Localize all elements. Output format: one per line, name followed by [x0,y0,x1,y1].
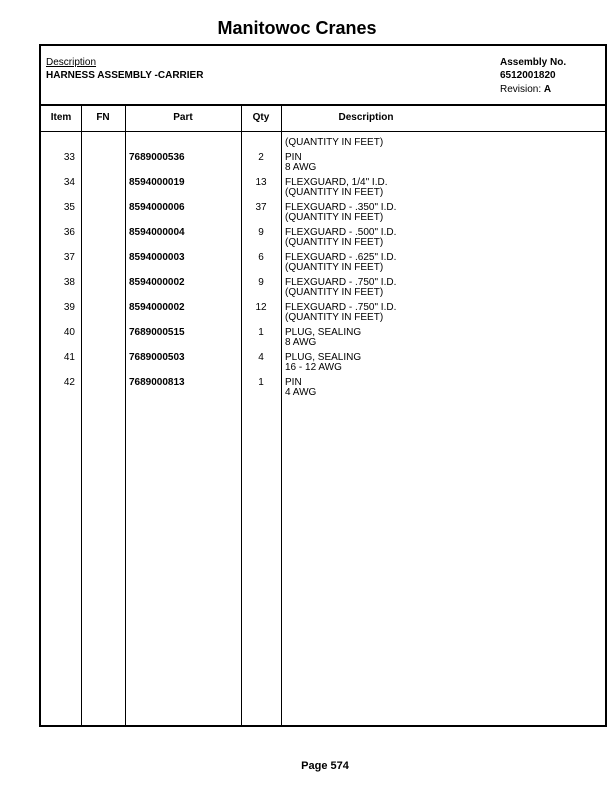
item-description: PIN 4 AWG [285,377,317,398]
item-number: 41 [63,352,75,363]
quantity: 2 [258,152,264,163]
quantity: 37 [255,202,267,213]
column-part: Part [173,112,193,123]
column-fn: FN [96,112,110,123]
item-description: FLEXGUARD - .625" I.D. (QUANTITY IN FEET) [285,252,397,273]
assembly-header [41,46,605,106]
item-number: 40 [63,327,75,338]
quantity: 13 [255,177,267,188]
item-description: FLEXGUARD - .500" I.D. (QUANTITY IN FEET) [285,227,397,248]
item-number: 33 [63,152,75,163]
revision [500,84,551,95]
item-number: 42 [63,377,75,388]
part-number: 8594000002 [129,302,185,313]
item-number: 38 [63,277,75,288]
item-description: FLEXGUARD - .350" I.D. (QUANTITY IN FEET) [285,202,397,223]
assembly-label: Assembly No. [500,57,567,68]
continuation-text: (QUANTITY IN FEET) [285,137,384,148]
page-title: Manitowoc Cranes [217,18,377,38]
quantity: 4 [258,352,264,363]
item-description: PLUG, SEALING 16 - 12 AWG [285,352,362,373]
item-number: 34 [63,177,75,188]
assembly-number: 6512001820 [500,70,556,81]
column-item: Item [50,112,72,123]
part-number: 8594000019 [129,177,185,188]
item-number: 36 [63,227,75,238]
quantity: 1 [258,377,264,388]
item-description: PLUG, SEALING 8 AWG [285,327,362,348]
item-description: FLEXGUARD, 1/4" I.D. (QUANTITY IN FEET) [285,177,388,198]
part-number: 8594000006 [129,202,185,213]
item-number: 37 [63,252,75,263]
page-number: Page 574 [301,760,349,772]
revision-value: A [543,84,552,95]
parts-table-frame [39,44,607,727]
part-number: 7689000813 [129,377,185,388]
description-label: Description [46,57,97,68]
description-value: HARNESS ASSEMBLY -CARRIER [46,70,204,81]
quantity: 1 [258,327,264,338]
quantity: 6 [258,252,264,263]
item-description: PIN 8 AWG [285,152,317,173]
quantity: 9 [258,277,264,288]
column-description: Description [338,112,394,123]
part-number: 7689000503 [129,352,185,363]
item-description: FLEXGUARD - .750" I.D. (QUANTITY IN FEET) [285,277,397,298]
column-qty: Qty [252,112,270,123]
column-divider [281,104,282,725]
part-number: 8594000004 [129,227,185,238]
column-divider [125,104,126,725]
item-description: FLEXGUARD - .750" I.D. (QUANTITY IN FEET) [285,302,397,323]
item-number: 39 [63,302,75,313]
revision-label: Revision: [500,84,542,95]
part-number: 8594000002 [129,277,185,288]
column-divider [81,104,82,725]
part-number: 7689000536 [129,152,185,163]
part-number: 7689000515 [129,327,185,338]
column-divider [241,104,242,725]
part-number: 8594000003 [129,252,185,263]
quantity: 12 [255,302,267,313]
item-number: 35 [63,202,75,213]
quantity: 9 [258,227,264,238]
